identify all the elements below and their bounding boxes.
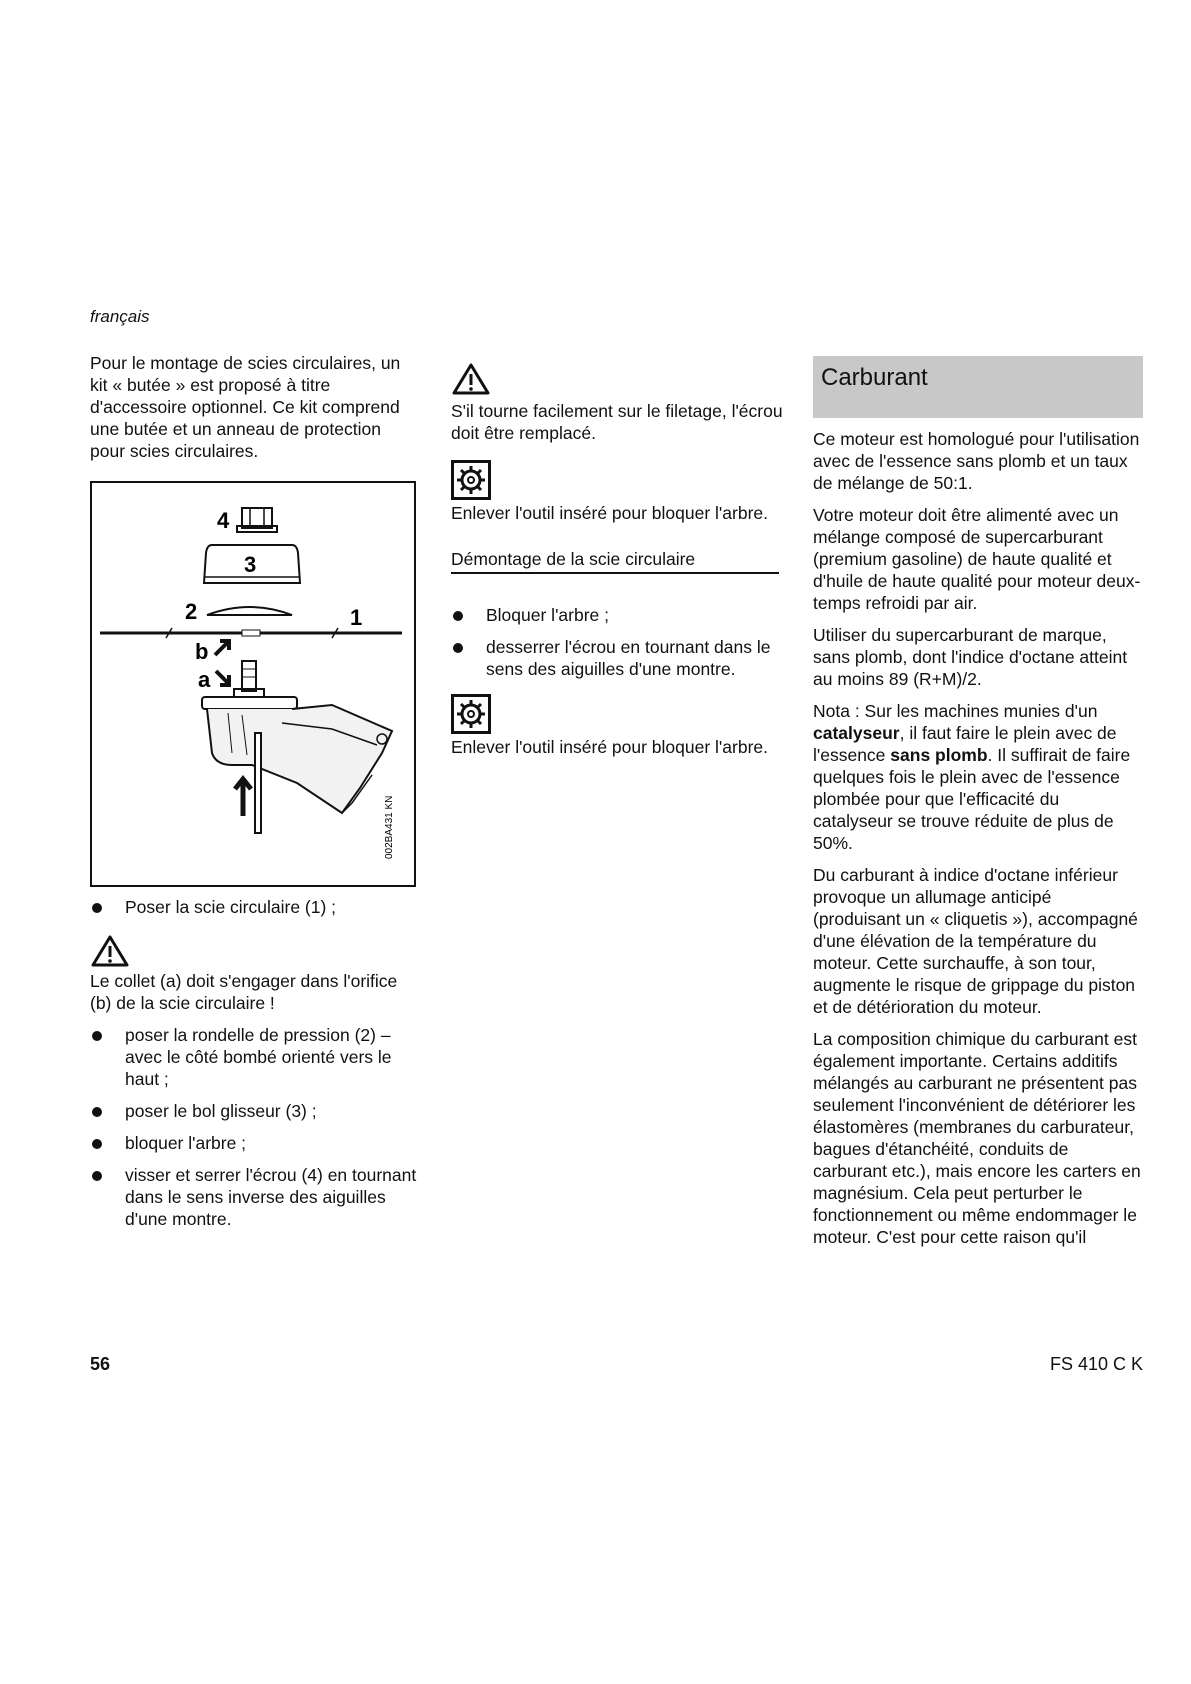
warning-text: Le collet (a) doit s'engager dans l'orifice (b) de la scie circulaire ! [90, 971, 398, 1013]
text-span: Nota : Sur les machines munies d'un [813, 701, 1098, 721]
section-subheading: Démontage de la scie circulaire [451, 548, 779, 574]
language-label: français [90, 307, 150, 326]
gear-icon [451, 694, 491, 734]
label-3: 3 [244, 552, 257, 577]
text-span: . Il suffirait de faire quelques fois le plein avec de l'essence plombée pour que l'efficacité du catalyseur se trouve réduite de plus de 50%. [813, 745, 1131, 853]
intro-paragraph: Pour le montage de scies circulaires, un kit « butée » est proposé à titre d'accessoire optionnel. Ce kit comprend une butée et un anneau de protection pour scies circulaires. [90, 353, 401, 461]
arrow-up-icon [235, 779, 251, 816]
tool-note: Enlever l'outil inséré pour bloquer l'arbre. [451, 503, 768, 523]
arrow-b-icon [215, 641, 229, 655]
section-heading-box [813, 356, 1143, 418]
warning-icon [90, 934, 130, 968]
bold-term: catalyseur [813, 723, 900, 743]
label-4: 4 [217, 508, 230, 533]
label-1: 1 [350, 605, 363, 630]
tool-note: Enlever l'outil inséré pour bloquer l'arbre. [451, 737, 768, 757]
paragraph: Ce moteur est homologué pour l'utilisation avec de l'essence sans plomb et un taux de mélange de 50:1. [813, 429, 1140, 493]
column-right [813, 428, 1143, 1248]
paragraph: Utiliser du supercarburant de marque, sans plomb, dont l'indice d'octane atteint au moins 89 (R+M)/2. [813, 625, 1128, 689]
warning-text: S'il tourne facilement sur le filetage, l'écrou doit être remplacé. [451, 401, 783, 443]
list-item: desserrer l'écrou en tournant dans le sens des aiguilles d'une montre. [451, 636, 786, 680]
assembly-figure [90, 481, 416, 887]
gear-icon [451, 460, 491, 500]
label-2: 2 [185, 599, 198, 624]
washer-part [207, 607, 292, 615]
paragraph: Votre moteur doit être alimenté avec un mélange composé de supercarburant (premium gasoline) de haute qualité et d'huile de haute qualité pour moteur deux-temps refroidi par air. [813, 505, 1141, 613]
column-left-lower [90, 896, 420, 1230]
list-item: visser et serrer l'écrou (4) en tournant dans le sens inverse des aiguilles d'une montre. [90, 1164, 420, 1230]
bold-term: sans plomb [890, 745, 988, 765]
text-span: , il faut faire le plein avec de l'essence [813, 723, 1117, 765]
list-item: bloquer l'arbre ; [90, 1132, 420, 1154]
nut-part [237, 508, 277, 532]
list-item: poser la rondelle de pression (2) – avec le côté bombé orienté vers le haut ; [90, 1024, 420, 1090]
column-left [90, 352, 420, 462]
list-item: poser le bol glisseur (3) ; [90, 1100, 420, 1122]
paragraph: Du carburant à indice d'octane inférieur provoque un allumage anticipé (produisant un « cliquetis »), accompagné d'une élévation de la température du moteur. Cette surchauffe, à son tour, augmente le risque de grippage du piston et de détérioration du moteur. [813, 865, 1138, 1017]
model-name: FS 410 C K [1049, 1354, 1143, 1374]
paragraph: La composition chimique du carburant est également importante. Certains additifs mélangés au carburant ne présentent pas seulement l'inconvénient de détériorer les élastomères (membranes du carburateur, bagues d'étanchéité, conduits de carburant etc.), mais encore les carters en magnésium. Cela peut perturber le fonctionnement ou même endommager le moteur. C'est pour cette raison qu'il [813, 1029, 1141, 1247]
arrow-a-icon [216, 671, 229, 685]
locking-pin [255, 733, 261, 833]
list-item: Poser la scie circulaire (1) ; [90, 896, 420, 918]
section-heading: Carburant [821, 364, 928, 391]
warning-icon [451, 362, 491, 396]
list-item: Bloquer l'arbre ; [451, 604, 786, 626]
assembly-diagram [92, 483, 414, 885]
label-a: a [198, 667, 211, 692]
paragraph [813, 700, 1143, 854]
page-number: 56 [90, 1354, 111, 1374]
figure-code: 002BA431 KN [384, 795, 395, 859]
label-b: b [195, 639, 209, 664]
column-middle [451, 356, 786, 758]
